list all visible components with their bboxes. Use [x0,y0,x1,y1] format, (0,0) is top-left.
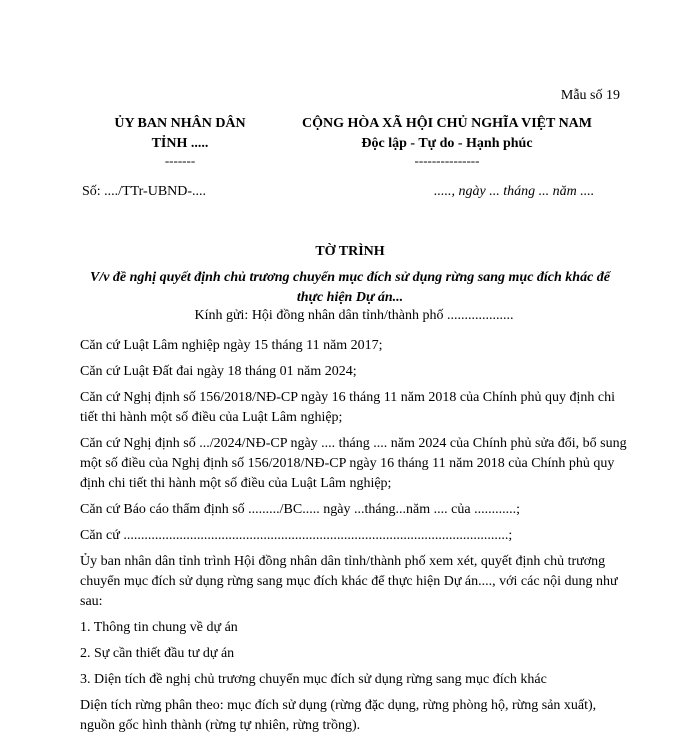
section-heading: 2. Sự cần thiết đầu tư dự án [80,646,235,661]
paragraph: Căn cứ Luật Đất đai ngày 18 tháng 01 năm 2024; [80,364,357,379]
document-subject: V/v đề nghị quyết định chủ trương chuyển mục đích sử dụng rừng sang mục đích khác để thực hiện Dự án... [89,270,611,305]
paragraph: Căn cứ Báo cáo thẩm định số ........./BC..... ngày ...tháng...năm .... của ............; [80,502,520,517]
paragraph: Ủy ban nhân dân tỉnh trình Hội đồng nhân dân tỉnh/thành phố xem xét, quyết định chủ trương chuyển mục đích sử dụng rừng sang mục đích khác để thực hiện Dự án...., với các nội dung như sau: [80,554,618,609]
paragraph: Diện tích rừng phân theo: mục đích sử dụng (rừng đặc dụng, rừng phòng hộ, rừng sản xuất), nguồn gốc hình thành (rừng tự nhiên, rừng trồng). [80,698,597,733]
document-title-block [80,242,620,308]
issuing-authority-header [80,114,280,168]
document-number: Số: ..../TTr-UBND-.... [82,184,207,199]
paragraph: Căn cứ ..............................................................................................................; [80,528,513,543]
paragraph: Căn cứ Luật Lâm nghiệp ngày 15 tháng 11 năm 2017; [80,338,383,353]
national-header [282,114,612,168]
section-heading: 1. Thông tin chung về dự án [80,620,238,635]
national-motto: Độc lập - Tự do - Hạnh phúc [361,136,533,151]
authority-name: ỦY BAN NHÂN DÂN [114,116,246,131]
document-body [80,306,628,742]
section-heading: 3. Diện tích đề nghị chủ trương chuyển mục đích sử dụng rừng sang mục đích khác [80,672,547,687]
recipient-line: Kính gửi: Hội đồng nhân dân tỉnh/thành phố ................... [194,308,514,323]
authority-province: TỈNH ..... [151,136,209,151]
national-separator: --------------- [414,153,480,168]
form-number: Mẫu số 19 [560,88,620,103]
paragraph: Căn cứ Nghị định số 156/2018/NĐ-CP ngày 16 tháng 11 năm 2018 của Chính phủ quy định chi tiết thi hành một số điều của Luật Lâm nghiệp; [80,390,616,425]
paragraph: Căn cứ Nghị định số .../2024/NĐ-CP ngày .... tháng .... năm 2024 của Chính phủ sửa đổi, bổ sung một số điều của Nghị định số 156/2018/NĐ-CP ngày 16 tháng 11 năm 2018 của Chính phủ quy định chi tiết thi hành một số điều của Luật Lâm nghiệp; [80,436,627,491]
authority-separator: ------- [164,153,196,168]
document-title: TỜ TRÌNH [315,244,385,259]
national-title: CỘNG HÒA XÃ HỘI CHỦ NGHĨA VIỆT NAM [301,116,592,131]
place-date-line: ....., ngày ... tháng ... năm .... [434,184,595,199]
